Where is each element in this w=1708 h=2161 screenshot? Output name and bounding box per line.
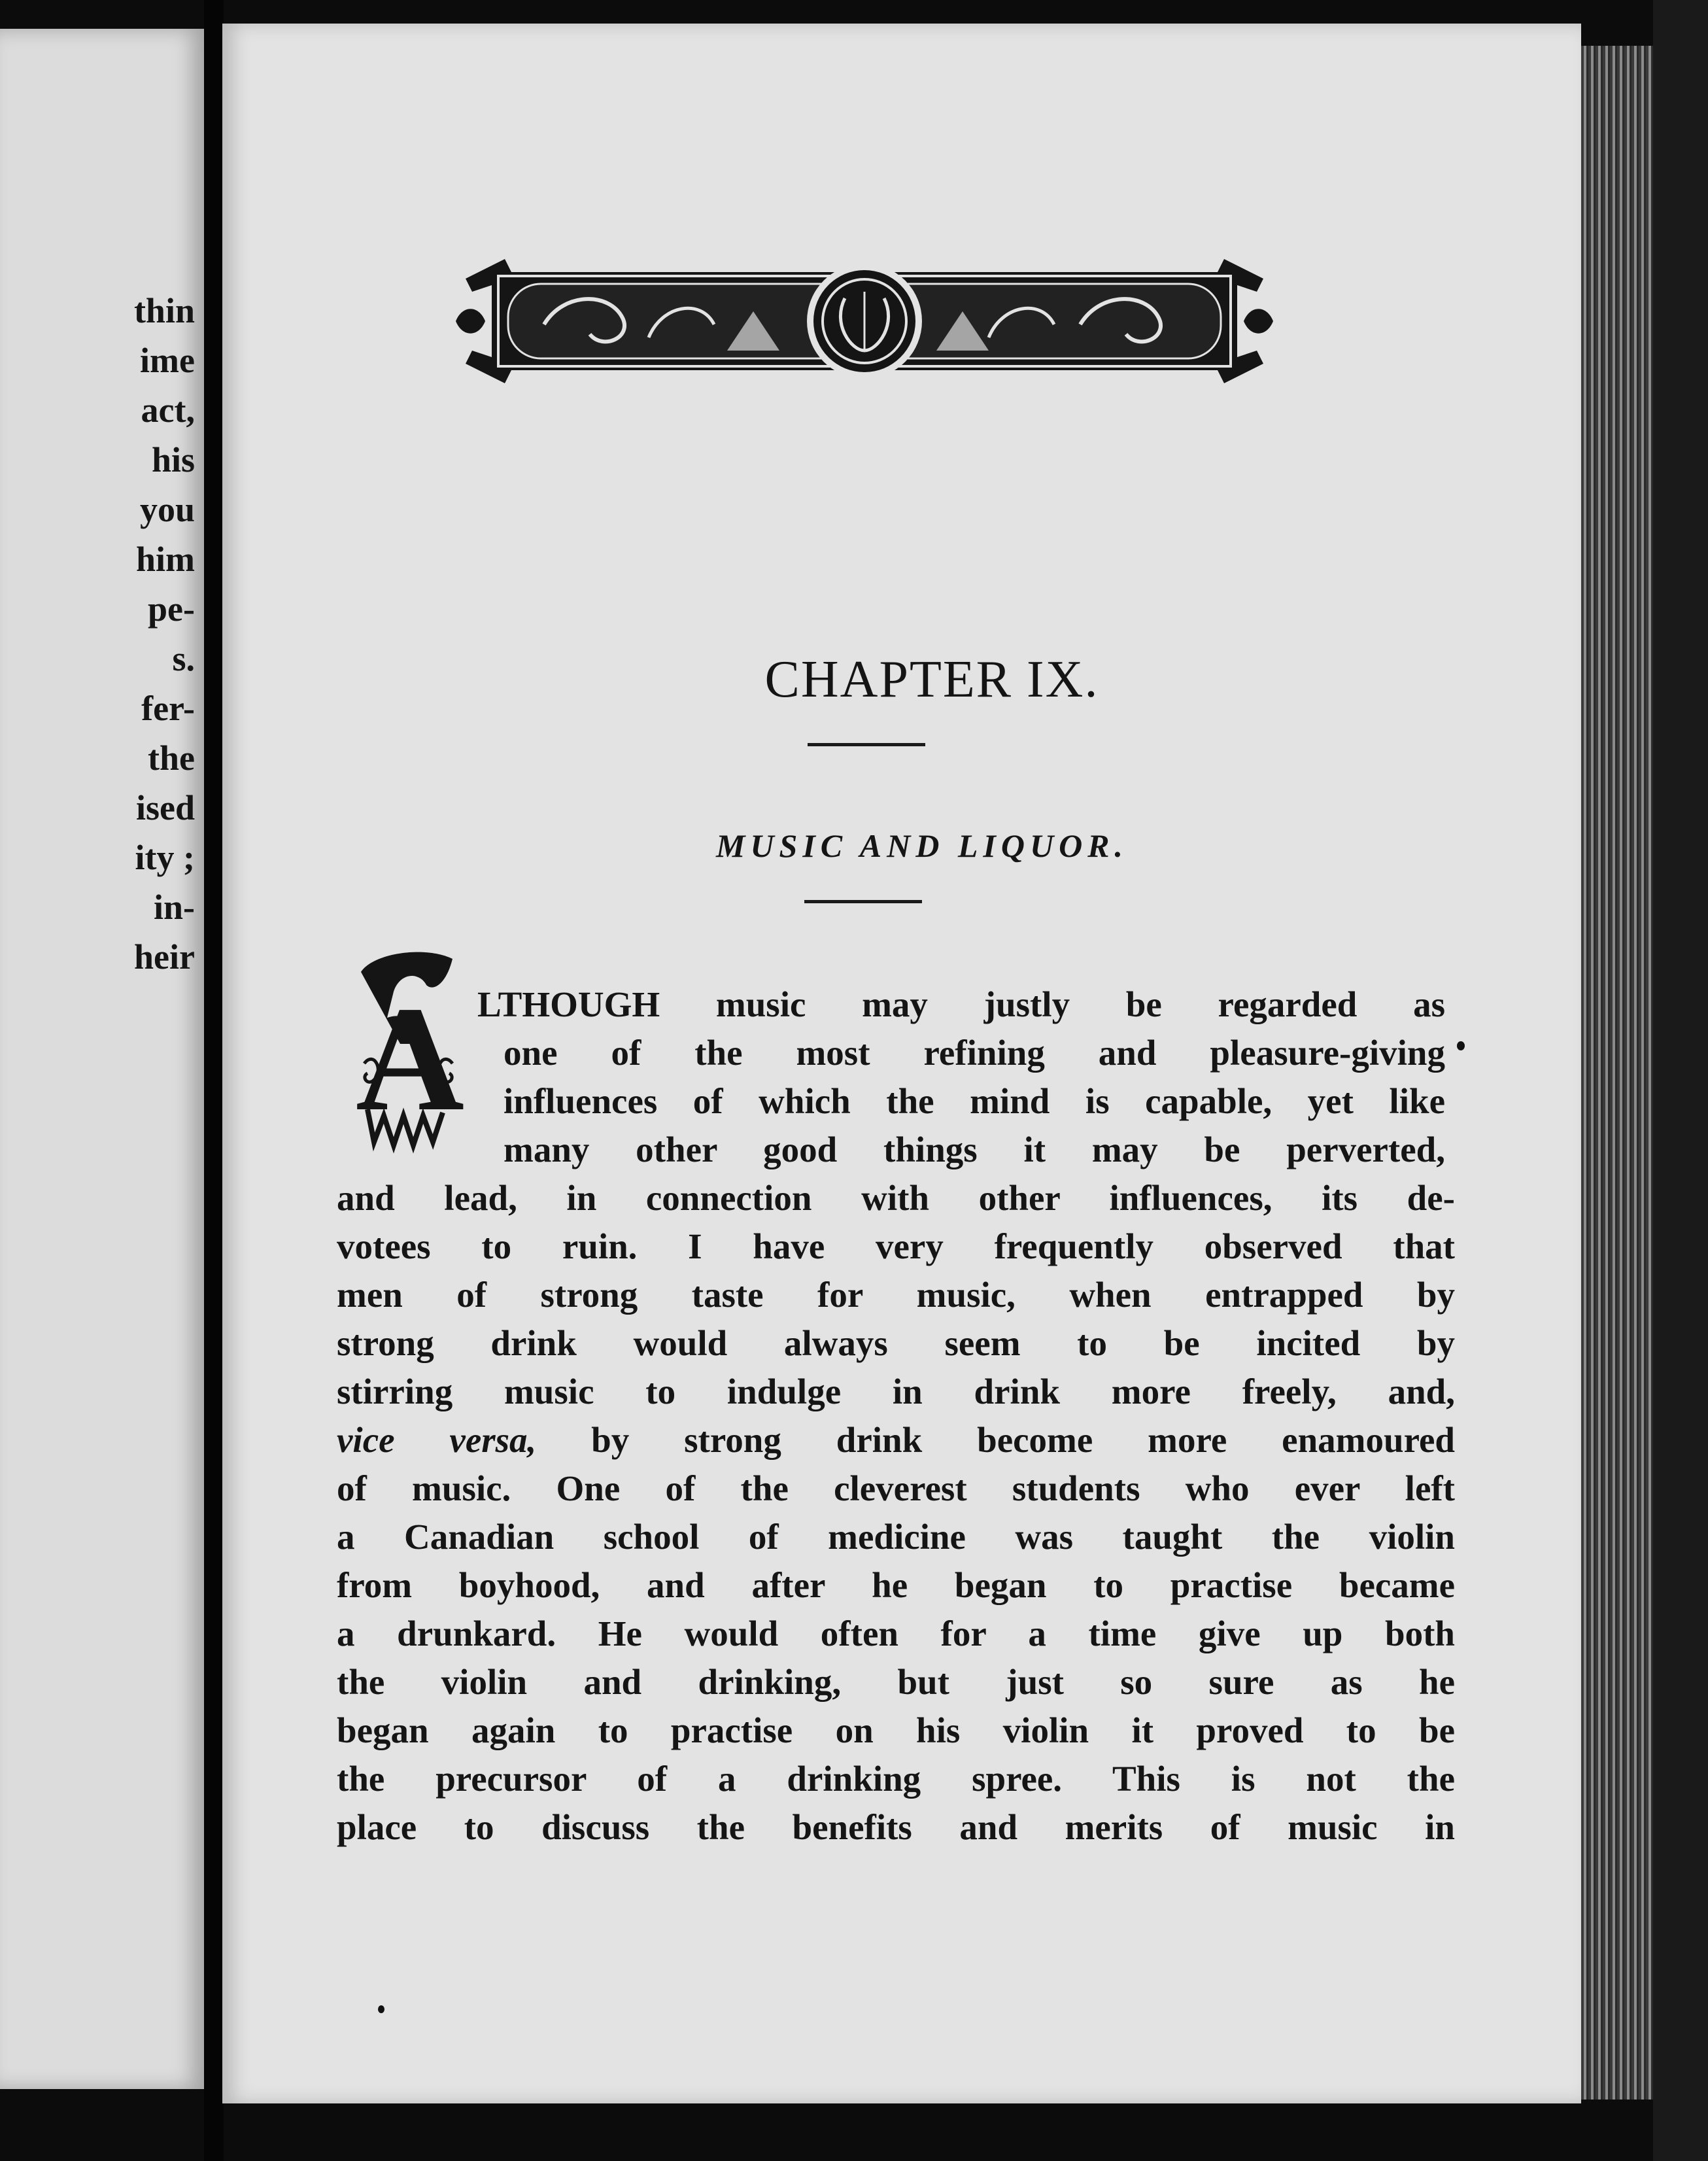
- body-line: stirring music to indulge in drink more freely, and,: [337, 1372, 1455, 1411]
- left-page-line: ime: [140, 341, 195, 380]
- left-page-line: him: [135, 540, 195, 579]
- left-page-line: ity ;: [135, 838, 195, 877]
- body-line: many other good things it may be perverted,: [504, 1130, 1445, 1169]
- ink-speck: [378, 2005, 384, 2013]
- left-page-line: in-: [153, 888, 195, 927]
- body-line: of music. One of the cleverest students who ever left: [337, 1468, 1455, 1508]
- body-line: the precursor of a drinking spree. This is not the: [337, 1759, 1455, 1799]
- italic-phrase: vice versa,: [337, 1420, 537, 1460]
- rule-divider-top: [808, 743, 925, 746]
- left-page-fragment: [0, 29, 204, 2089]
- body-line: a Canadian school of medicine was taught the violin: [337, 1517, 1455, 1557]
- left-page-line: the: [148, 738, 195, 778]
- body-line: influences of which the mind is capable, yet like: [504, 1081, 1445, 1121]
- left-page-line: pe-: [148, 589, 195, 629]
- chapter-title: MUSIC AND LIQUOR.: [715, 827, 1129, 864]
- body-line: votees to ruin. I have very frequently observed that: [337, 1226, 1455, 1266]
- body-line: and lead, in connection with other influences, its de-: [337, 1178, 1455, 1218]
- dropcap-letter: A: [355, 975, 465, 1142]
- dropcap-initial: [348, 946, 472, 1155]
- left-page-line: his: [151, 440, 195, 479]
- ornamental-headpiece: [453, 252, 1276, 390]
- left-page-line: you: [139, 490, 195, 529]
- body-line: vice versa, by strong drink become more enamoured: [337, 1420, 1455, 1460]
- chapter-heading: CHAPTER IX.: [764, 651, 1099, 708]
- page-edges: [1581, 46, 1653, 2100]
- body-line: strong drink would always seem to be incited by: [337, 1323, 1455, 1363]
- left-page-line: act,: [141, 390, 195, 430]
- ink-speck: [1457, 1041, 1465, 1050]
- body-line: men of strong taste for music, when entrapped by: [337, 1275, 1455, 1315]
- body-line: place to discuss the benefits and merits of music in: [337, 1807, 1455, 1847]
- body-line: one of the most refining and pleasure-giving: [504, 1033, 1445, 1073]
- rule-divider-bottom: [804, 900, 922, 903]
- left-page-line: ised: [135, 788, 195, 827]
- body-line: a drunkard. He would often for a time give up both: [337, 1614, 1455, 1653]
- body-line: from boyhood, and after he began to practise became: [337, 1565, 1455, 1605]
- book-cover-edge: [1653, 0, 1708, 2161]
- left-page-line: fer-: [141, 689, 195, 728]
- body-line: began again to practise on his violin it proved to be: [337, 1710, 1455, 1750]
- body-line: LTHOUGH music may justly be regarded as: [477, 984, 1445, 1024]
- right-page: [222, 24, 1581, 2103]
- left-page-line: heir: [134, 937, 195, 977]
- book-gutter: [204, 0, 224, 2161]
- left-page-line: s.: [172, 639, 195, 678]
- left-page-line: thin: [133, 291, 195, 330]
- body-line: the violin and drinking, but just so sure as he: [337, 1662, 1455, 1702]
